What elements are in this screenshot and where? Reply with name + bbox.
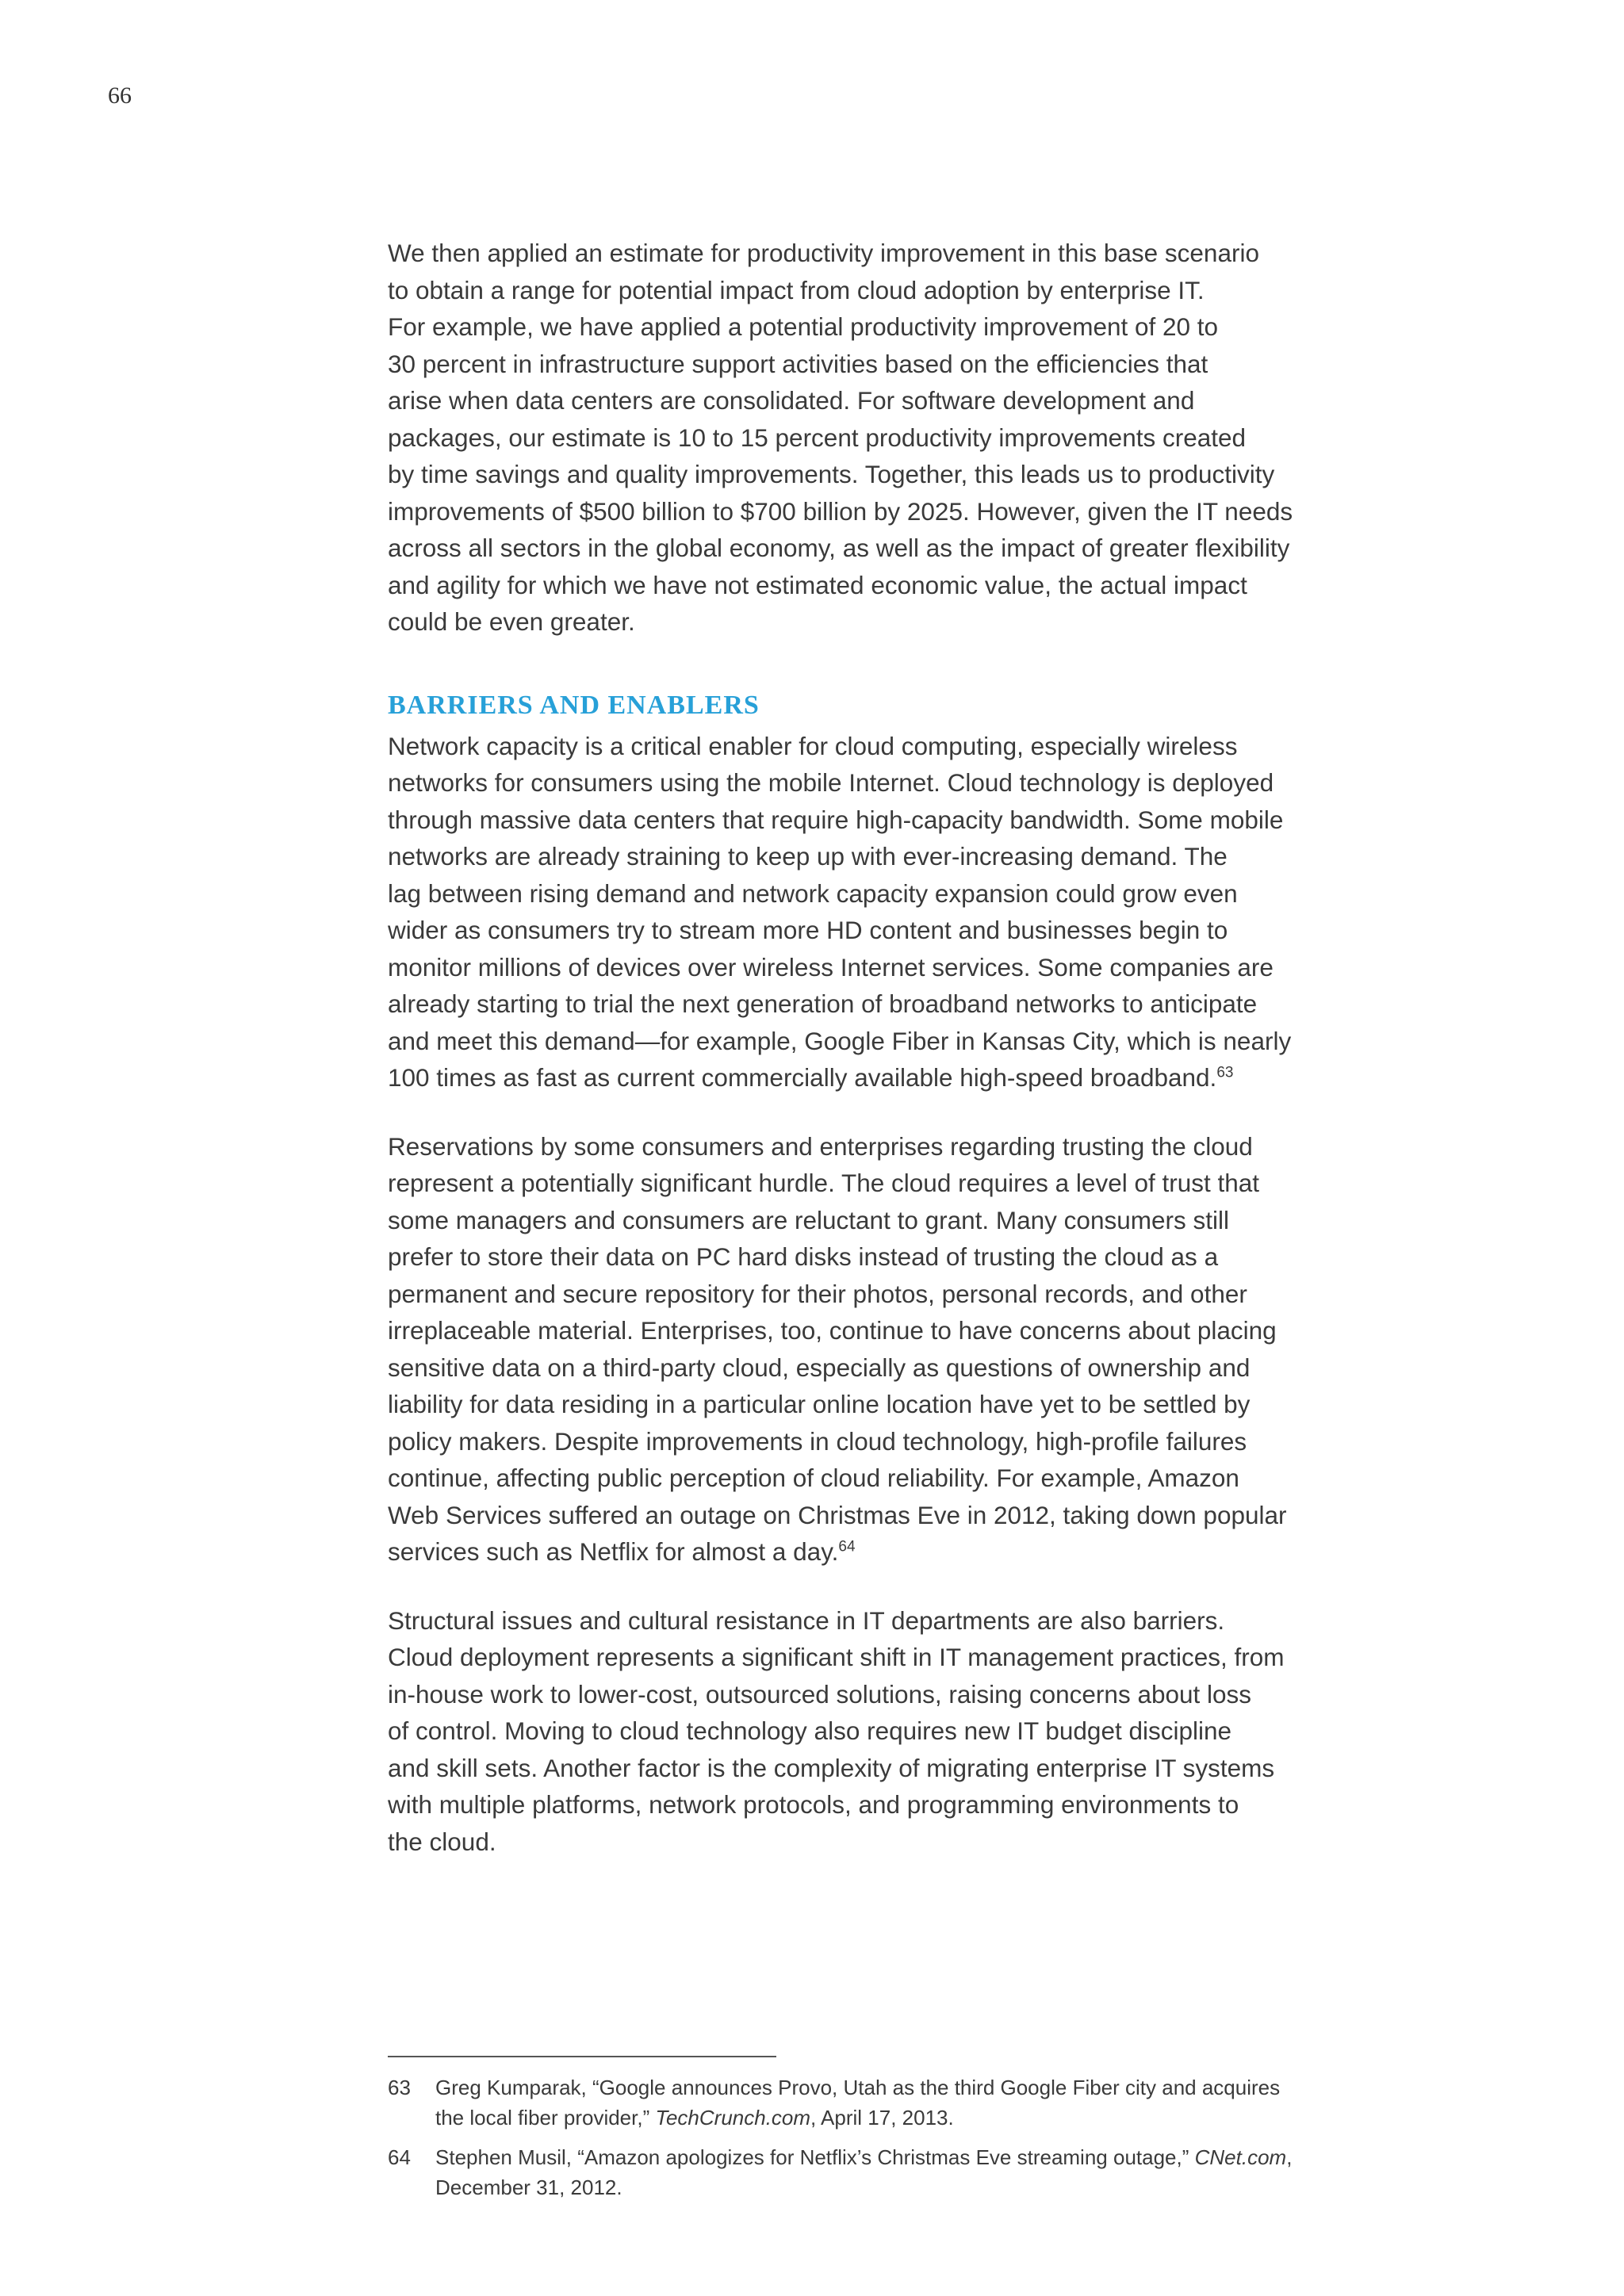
body-text: [388, 235, 1371, 1860]
text-line: policy makers. Despite improvements in cloud technology, high-profile failures: [388, 1426, 1247, 1456]
text-line: and agility for which we have not estimated economic value, the actual impact: [388, 570, 1247, 599]
text-line: wider as consumers try to stream more HD content and businesses begin to: [388, 916, 1228, 944]
text-line: and meet this demand—for example, Google Fiber in Kansas City, which is nearly: [388, 1026, 1292, 1055]
footnote-line: [435, 2103, 1371, 2133]
text-line: already starting to trial the next generation of broadband networks to anticipate: [388, 989, 1258, 1018]
text-line: and skill sets. Another factor is the complexity of migrating enterprise IT systems: [388, 1753, 1275, 1782]
text-line: of control. Moving to cloud technology also requires new IT budget discipline: [388, 1716, 1232, 1745]
text-line: networks for consumers using the mobile Internet. Cloud technology is deployed: [388, 768, 1274, 797]
text-line-content: services such as Netflix for almost a day.: [388, 1537, 839, 1566]
footnote-text: ,: [1286, 2145, 1293, 2169]
text-line: the cloud.: [388, 1827, 496, 1856]
paragraph-cloud-trust: [388, 1128, 1371, 1571]
text-line: arise when data centers are consolidated. For software development and: [388, 386, 1195, 415]
text-line: [388, 1059, 1371, 1096]
text-line: 30 percent in infrastructure support activities based on the efficiencies that: [388, 349, 1208, 378]
text-line: prefer to store their data on PC hard disks instead of trusting the cloud as a: [388, 1242, 1219, 1271]
text-line-content: 100 times as fast as current commercially available high-speed broadband.: [388, 1063, 1217, 1092]
text-line: For example, we have applied a potential productivity improvement of 20 to: [388, 312, 1219, 341]
footnote-text: the local fiber provider,”: [435, 2106, 656, 2130]
text-line: We then applied an estimate for productivity improvement in this base scenario: [388, 239, 1259, 267]
text-line: packages, our estimate is 10 to 15 percent productivity improvements created: [388, 423, 1247, 452]
text-line: lag between rising demand and network capacity expansion could grow even: [388, 878, 1238, 908]
text-line: by time savings and quality improvements. Together, this leads us to productivity: [388, 460, 1275, 488]
text-line: continue, affecting public perception of cloud reliability. For example, Amazon: [388, 1464, 1239, 1492]
footnote-number: 64: [388, 2145, 411, 2169]
footnote-line: December 31, 2012.: [435, 2175, 622, 2199]
paragraph-network-capacity: [388, 728, 1371, 1096]
text-line: [388, 1533, 1371, 1571]
text-line: improvements of $500 billion to $700 billion by 2025. However, given the IT needs: [388, 496, 1293, 526]
text-line: across all sectors in the global economy, as well as the impact of greater flexibility: [388, 534, 1290, 562]
text-line: some managers and consumers are reluctant to grant. Many consumers still: [388, 1205, 1229, 1234]
footnote-text: Stephen Musil, “Amazon apologizes for Netflix’s Christmas Eve streaming outage,”: [435, 2145, 1195, 2169]
text-line: Web Services suffered an outage on Christmas Eve in 2012, taking down popular: [388, 1500, 1287, 1529]
text-line: in-house work to lower-cost, outsourced solutions, raising concerns about loss: [388, 1679, 1252, 1709]
text-line: liability for data residing in a particular online location have yet to be settled by: [388, 1390, 1251, 1418]
footnote-source: CNet.com: [1194, 2145, 1287, 2169]
text-line: through massive data centers that require high-capacity bandwidth. Some mobile: [388, 805, 1284, 834]
text-line: to obtain a range for potential impact from cloud adoption by enterprise IT.: [388, 275, 1205, 304]
text-line: monitor millions of devices over wireless Internet services. Some companies are: [388, 952, 1274, 982]
section-heading: BARRIERS AND ENABLERS: [388, 690, 760, 720]
footnote-line: [435, 2142, 1371, 2172]
paragraph-productivity-estimate: [388, 235, 1371, 641]
text-line: could be even greater.: [388, 607, 635, 636]
footnote-reference-64[interactable]: 64: [838, 1538, 856, 1556]
footnote-number: 63: [388, 2076, 411, 2099]
text-line: with multiple platforms, network protocols, and programming environments to: [388, 1790, 1239, 1819]
footnote-64: [388, 2142, 1371, 2202]
text-line: represent a potentially significant hurdle. The cloud requires a level of trust that: [388, 1169, 1260, 1197]
footnote-source: TechCrunch.com: [655, 2106, 811, 2130]
footnote-text: , April 17, 2013.: [810, 2106, 954, 2130]
text-line: permanent and secure repository for their photos, personal records, and other: [388, 1279, 1247, 1308]
text-line: networks are already straining to keep up with ever-increasing demand. The: [388, 842, 1228, 871]
text-line: sensitive data on a third-party cloud, especially as questions of ownership and: [388, 1353, 1251, 1382]
text-line: irreplaceable material. Enterprises, too, continue to have concerns about placing: [388, 1316, 1277, 1345]
text-line: Structural issues and cultural resistance in IT departments are also barriers.: [388, 1605, 1225, 1635]
text-line: Network capacity is a critical enabler for cloud computing, especially wireless: [388, 731, 1238, 760]
page-number: 66: [108, 82, 132, 109]
footnote-line: Greg Kumparak, “Google announces Provo, Utah as the third Google Fiber city and acquires: [435, 2076, 1281, 2099]
paragraph-structural-issues: [388, 1602, 1371, 1861]
text-line: Cloud deployment represents a significant shift in IT management practices, from: [388, 1643, 1285, 1671]
footnote-63: [388, 2072, 1371, 2133]
text-line: Reservations by some consumers and enterprises regarding trusting the cloud: [388, 1131, 1253, 1161]
footnote-reference-63[interactable]: 63: [1216, 1064, 1234, 1081]
footnote-divider: [388, 2056, 776, 2057]
footnotes: [388, 2072, 1371, 2212]
